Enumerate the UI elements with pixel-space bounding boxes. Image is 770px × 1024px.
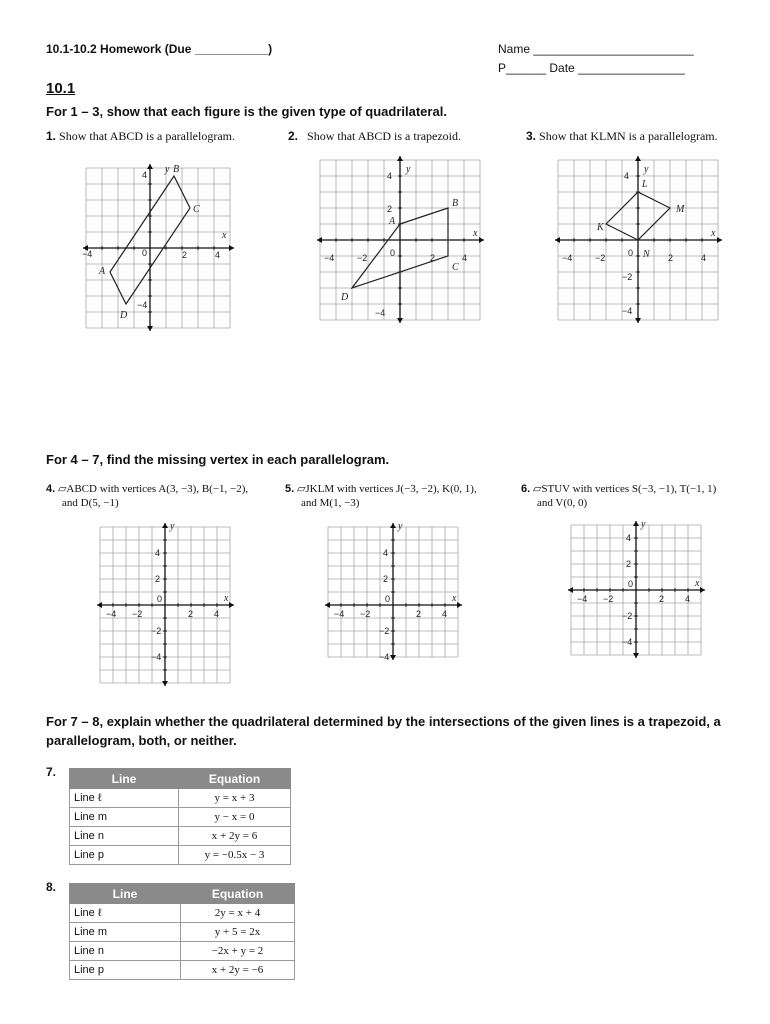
problem-8-number: 8. (46, 880, 57, 894)
x-tick-label: −2 (595, 253, 606, 263)
table-row (70, 923, 295, 942)
y-tick-label: 4 (383, 548, 389, 558)
col-header-line: Line (70, 884, 181, 904)
problem-7-number: 7. (46, 765, 57, 779)
x-tick-label: −2 (360, 609, 371, 619)
origin-label: 0 (628, 248, 634, 258)
y-axis-label: y (170, 521, 175, 532)
problem-text: ▱ABCD with vertices A(3, −3), B(−1, −2), (57, 483, 249, 495)
lines-table-7 (69, 768, 291, 865)
vertex-m-label: M (676, 204, 685, 215)
line-equation: y = −0.5x − 3 (179, 846, 291, 865)
y-tick-label: 4 (387, 171, 393, 181)
y-axis-label: y (398, 521, 403, 532)
x-tick-label: 4 (701, 253, 707, 263)
y-tick-label: 2 (626, 559, 632, 569)
y-axis-label: y (406, 164, 411, 175)
instruction-1-3: For 1 – 3, show that each figure is the given type of quadrilateral. (46, 104, 447, 119)
line-name: Line m (70, 808, 179, 827)
vertex-c-label: C (193, 204, 200, 215)
table-row (70, 904, 295, 923)
col-header-equation: Equation (181, 884, 295, 904)
table-row (70, 846, 291, 865)
x-tick-label: 2 (188, 609, 194, 619)
x-tick-label: −4 (324, 253, 335, 263)
problem-text: Show that ABCD is a trapezoid. (307, 129, 461, 143)
problem-number: 6. (521, 483, 531, 495)
x-tick-label: −4 (562, 253, 573, 263)
line-name: Line n (70, 942, 181, 961)
x-axis-label: x (711, 228, 716, 239)
x-axis-label: x (452, 593, 457, 604)
line-equation: x + 2y = −6 (181, 961, 295, 980)
y-tick-label: 4 (155, 548, 161, 558)
col-header-equation: Equation (179, 769, 291, 789)
y-tick-label: −4 (622, 637, 633, 647)
x-axis-label: x (222, 230, 227, 241)
origin-label: 0 (390, 248, 396, 258)
origin-label: 0 (142, 248, 148, 258)
table-row (70, 789, 291, 808)
line-name: Line m (70, 923, 181, 942)
y-tick-label: −2 (622, 272, 633, 282)
vertex-b-label: B (173, 164, 180, 175)
problem-text: Show that ABCD is a parallelogram. (59, 129, 235, 143)
x-tick-label: 4 (214, 609, 220, 619)
x-tick-label: 4 (215, 250, 221, 260)
line-name: Line p (70, 846, 179, 865)
line-equation: y = x + 3 (179, 789, 291, 808)
line-name: Line ℓ (70, 789, 179, 808)
table-row (70, 827, 291, 846)
vertex-n-label: N (643, 249, 650, 260)
line-name: Line n (70, 827, 179, 846)
instruction-7-8: For 7 – 8, explain whether the quadrilateral determined by the intersections of the given lines is a trapezoid, a parallelogram, both, or neither. (46, 714, 721, 748)
y-tick-label: 2 (383, 574, 389, 584)
assignment-title: 10.1-10.2 Homework (Due ___________) (46, 42, 273, 56)
table-row (70, 961, 295, 980)
vertex-c-label: C (452, 262, 459, 273)
grid-problem-5 (325, 523, 462, 660)
problem-text: ▱JKLM with vertices J(−3, −2), K(0, 1), (296, 483, 477, 495)
problem-text-cont: and V(0, 0) (537, 497, 588, 509)
problem-number: 2. (288, 129, 299, 143)
grid-problem-4 (97, 523, 234, 686)
x-tick-label: 4 (685, 594, 691, 604)
table-row (70, 942, 295, 961)
x-axis-label: x (473, 228, 478, 239)
vertex-a-label: A (99, 266, 106, 277)
grid-problem-6 (568, 521, 705, 658)
problem-text: ▱STUV with vertices S(−3, −1), T(−1, 1) (532, 483, 717, 495)
line-equation: −2x + y = 2 (181, 942, 295, 961)
y-tick-label: −4 (375, 308, 386, 318)
x-tick-label: 2 (668, 253, 674, 263)
instruction-4-7: For 4 – 7, find the missing vertex in each parallelogram. (46, 452, 390, 467)
y-axis-label: y (641, 519, 646, 530)
vertex-d-label: D (120, 310, 128, 321)
line-equation: x + 2y = 6 (179, 827, 291, 846)
x-tick-label: 2 (182, 250, 188, 260)
line-name: Line p (70, 961, 181, 980)
y-tick-label: 2 (155, 574, 161, 584)
line-equation: y − x = 0 (179, 808, 291, 827)
vertex-l-label: L (642, 179, 648, 190)
origin-label: 0 (157, 594, 163, 604)
vertex-k-label: K (597, 222, 604, 233)
y-tick-label: 4 (626, 533, 632, 543)
line-equation: 2y = x + 4 (181, 904, 295, 923)
problem-text: Show that KLMN is a parallelogram. (539, 129, 718, 143)
origin-label: 0 (385, 594, 391, 604)
name-line: Name ________________________ (498, 42, 694, 56)
x-axis-label: x (224, 593, 229, 604)
x-tick-label: −4 (82, 249, 93, 259)
vertex-d-label: D (341, 292, 349, 303)
line-name: Line ℓ (70, 904, 181, 923)
x-tick-label: 2 (416, 609, 422, 619)
x-tick-label: −4 (334, 609, 345, 619)
y-tick-label: −4 (622, 306, 633, 316)
y-tick-label: −2 (379, 626, 390, 636)
y-tick-label: −4 (151, 652, 162, 662)
line-equation: y + 5 = 2x (181, 923, 295, 942)
origin-label: 0 (628, 579, 634, 589)
y-axis-label: y (644, 164, 649, 175)
vertex-b-label: B (452, 198, 459, 209)
y-tick-label: −4 (379, 652, 390, 662)
col-header-line: Line (70, 769, 179, 789)
table-row (70, 808, 291, 827)
y-tick-label: −2 (622, 611, 633, 621)
x-tick-label: 2 (659, 594, 665, 604)
y-axis-label: y (165, 164, 170, 175)
problem-number: 4. (46, 483, 56, 495)
x-tick-label: −4 (106, 609, 117, 619)
vertex-a-label: A (389, 216, 396, 227)
x-tick-label: 4 (442, 609, 448, 619)
y-tick-label: 4 (624, 171, 630, 181)
problem-text-cont: and M(1, −3) (301, 497, 360, 509)
x-tick-label: 2 (430, 253, 436, 263)
x-tick-label: −2 (357, 253, 368, 263)
problem-number: 3. (526, 129, 537, 143)
x-tick-label: −4 (577, 594, 588, 604)
problem-number: 1. (46, 129, 57, 143)
problem-text-cont: and D(5, −1) (62, 497, 119, 509)
lines-table-8 (69, 883, 295, 980)
x-axis-label: x (695, 578, 700, 589)
y-tick-label: −4 (137, 300, 148, 310)
problem-number: 5. (285, 483, 295, 495)
y-tick-label: 4 (142, 170, 148, 180)
period-date-line: P______ Date ________________ (498, 61, 685, 75)
x-tick-label: 4 (462, 253, 468, 263)
x-tick-label: −2 (132, 609, 143, 619)
y-tick-label: −2 (151, 626, 162, 636)
section-heading: 10.1 (46, 80, 76, 97)
y-tick-label: 2 (387, 204, 393, 214)
x-tick-label: −2 (603, 594, 614, 604)
